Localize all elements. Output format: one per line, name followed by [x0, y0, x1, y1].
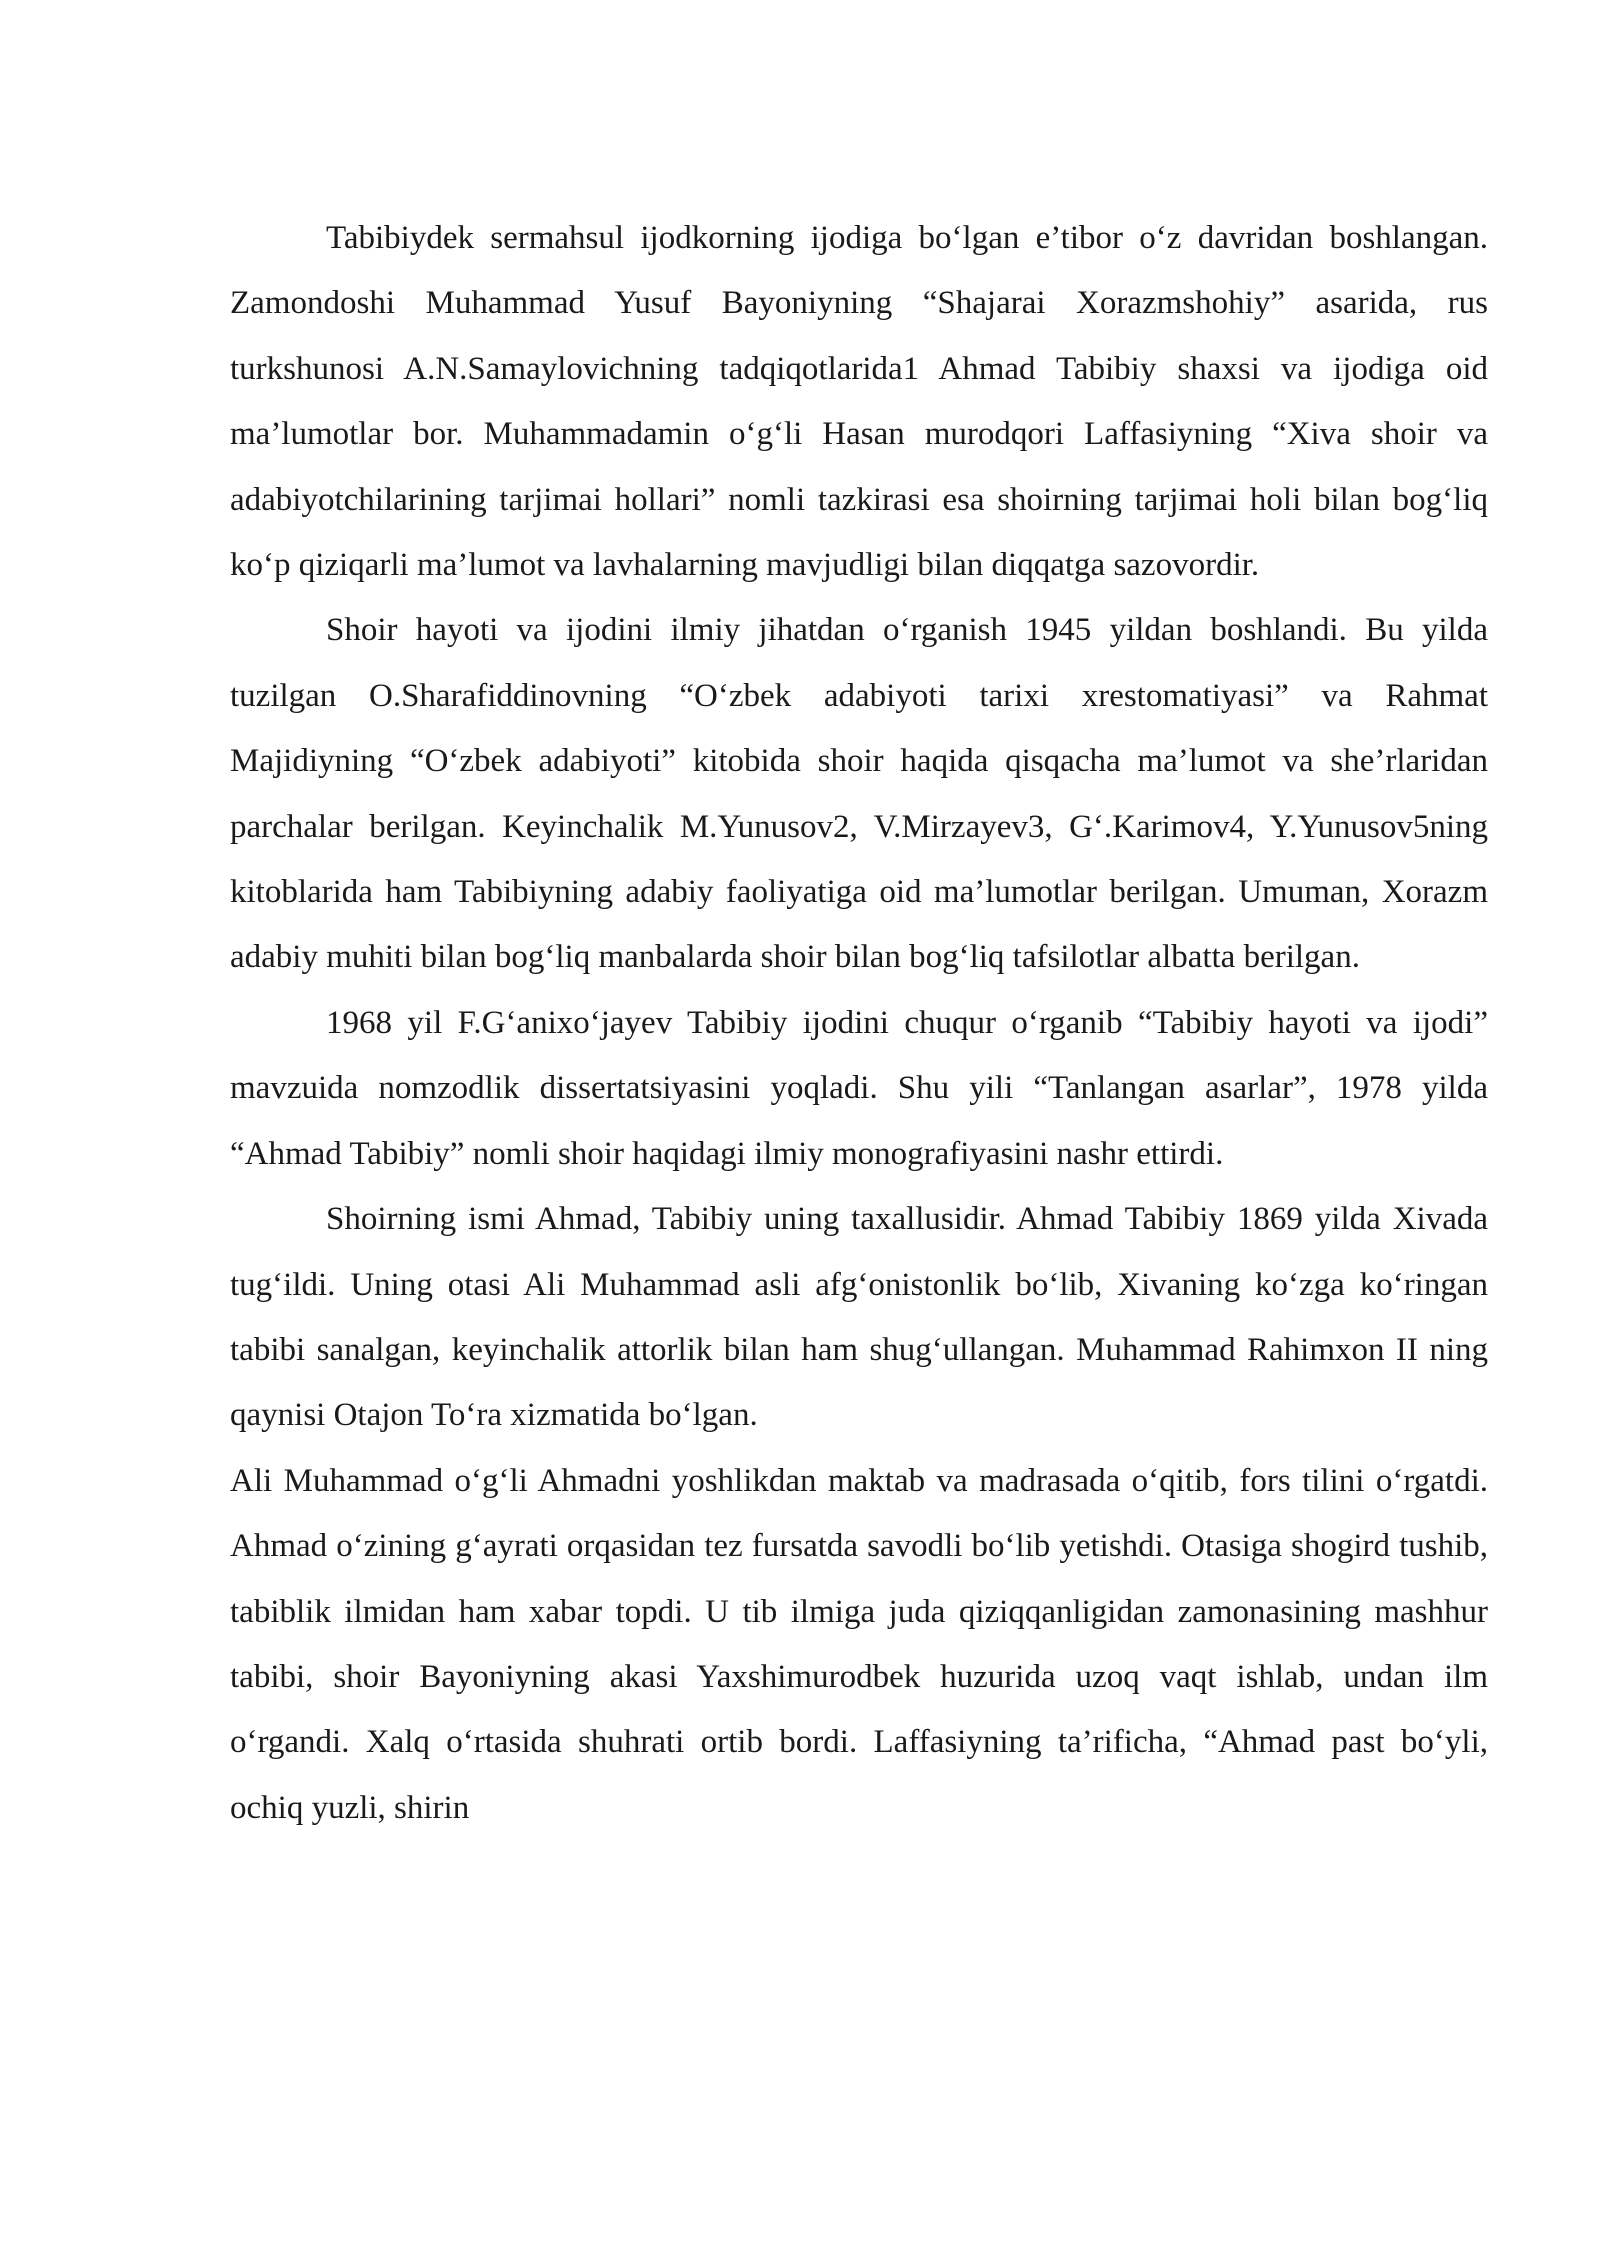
paragraph-3: 1968 yil F.G‘anixo‘jayev Tabibiy ijodini chuqur o‘rganib “Tabibiy hayoti va ijodi” mavzuida nomzodlik dissertatsiyasini yoqladi. Shu yili “Tanlangan asarlar”, 1978 yilda “Ahmad Tabibiy” nomli shoir haqidagi ilmiy monografiyasini nashr ettirdi. — [230, 1004, 1488, 1172]
paragraph-5: Ali Muhammad o‘g‘li Ahmadni yoshlikdan maktab va madrasada o‘qitib, fors tilini o‘rgatdi. Ahmad o‘zining g‘ayrati orqasidan tez fursatda savodli bo‘lib yetishdi. Otasiga shogird tushib, tabiblik ilmidan ham xabar topdi. U tib ilmiga juda qiziqqanligidan zamonasining mashhur tabibi, shoir Bayoniyning akasi Yaxshimurodbek huzurida uzoq vaqt ishlab, undan ilm o‘rgandi. Xalq o‘rtasida shuhrati ortib bordi. Laffasiyning ta’rificha, “Ahmad past bo‘yli, ochiq yuzli, shirin — [230, 1462, 1488, 1826]
paragraph-2: Shoir hayoti va ijodini ilmiy jihatdan o‘rganish 1945 yildan boshlandi. Bu yilda tuzilgan O.Sharafiddinovning “O‘zbek adabiyoti tarixi xrestomatiyasi” va Rahmat Majidiyning “O‘zbek adabiyoti” kitobida shoir haqida qisqacha ma’lumot va she’rlaridan parchalar berilgan. Keyinchalik M.Yunusov2, V.Mirzayev3, G‘.Karimov4, Y.Yunusov5ning kitoblarida ham Tabibiyning adabiy faoliyatiga oid ma’lumotlar berilgan. Umuman, Xorazm adabiy muhiti bilan bog‘liq manbalarda shoir bilan bog‘liq tafsilotlar albatta berilgan. — [230, 612, 1488, 976]
paragraph-1: Tabibiydek sermahsul ijodkorning ijodiga bo‘lgan e’tibor o‘z davridan boshlangan. Zamondoshi Muhammad Yusuf Bayoniyning “Shajarai Xorazmshohiy” asarida, rus turkshunosi A.N.Samaylovichning tadqiqotlarida1 Ahmad Tabibiy shaxsi va ijodiga oid ma’lumotlar bor. Muhammadamin o‘g‘li Hasan murodqori Laffasiyning “Xiva shoir va adabiyotchilarining tarjimai hollari” nomli tazkirasi esa shoirning tarjimai holi bilan bog‘liq ko‘p qiziqarli ma’lumot va lavhalarning mavjudligi bilan diqqatga sazovordir. — [230, 220, 1488, 584]
document-page — [230, 206, 1488, 1841]
paragraph-4: Shoirning ismi Ahmad, Tabibiy uning taxallusidir. Ahmad Tabibiy 1869 yilda Xivada tug‘ildi. Uning otasi Ali Muhammad asli afg‘onistonlik bo‘lib, Xivaning ko‘zga ko‘ringan tabibi sanalgan, keyinchalik attorlik bilan ham shug‘ullangan. Muhammad Rahimxon II ning qaynisi Otajon To‘ra xizmatida bo‘lgan. — [230, 1201, 1488, 1434]
